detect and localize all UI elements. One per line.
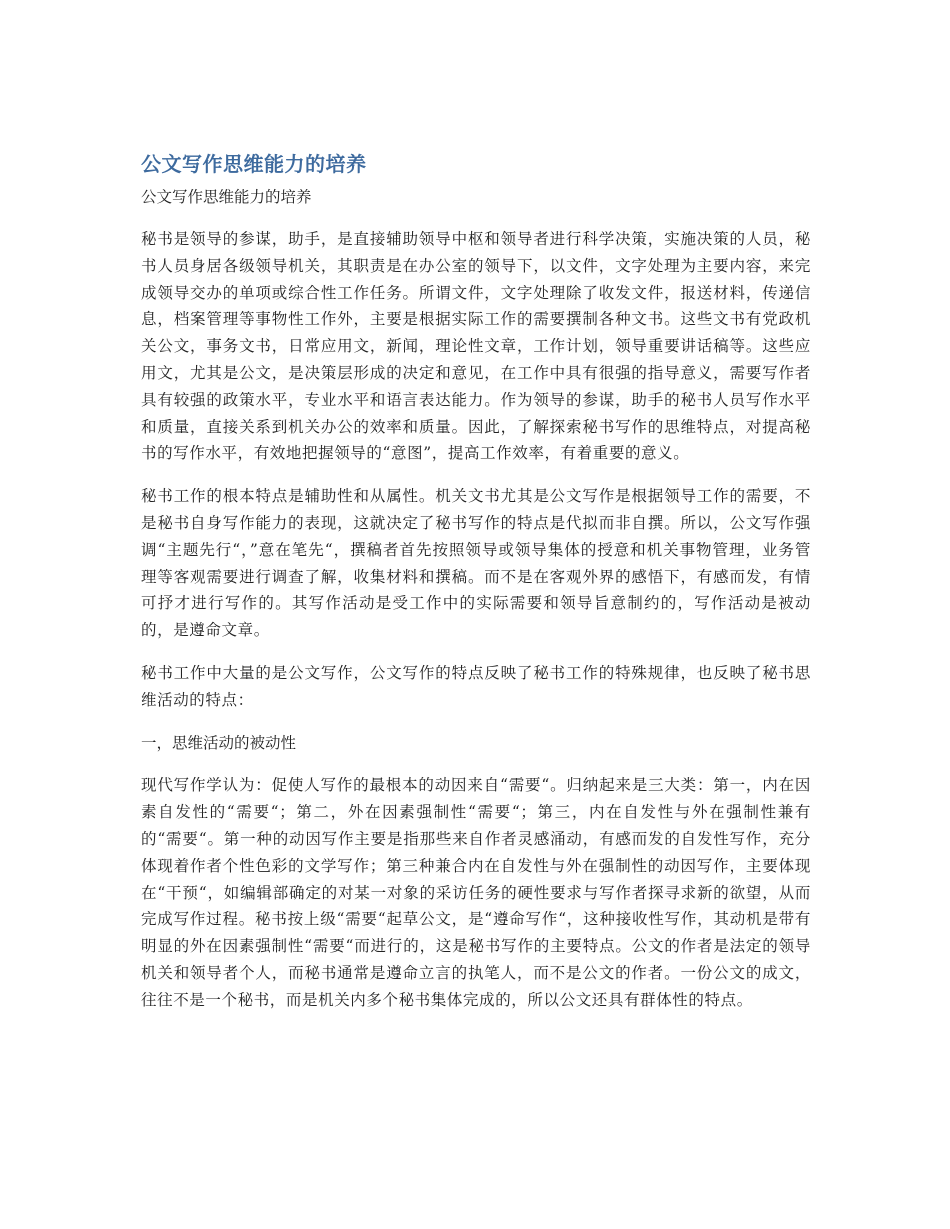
body-paragraph-3: 秘书工作中大量的是公文写作，公文写作的特点反映了秘书工作的特殊规律，也反映了秘书思维活动的特点： — [141, 663, 811, 709]
section-heading: 一，思维活动的被动性 — [141, 733, 297, 752]
document-subtitle: 公文写作思维能力的培养 — [141, 188, 312, 206]
document-title: 公文写作思维能力的培养 — [141, 152, 367, 176]
body-paragraph-1: 秘书是领导的参谋，助手，是直接辅助领导中枢和领导者进行科学决策，实施决策的人员，秘书人员身居各级领导机关，其职责是在办公室的领导下，以文件，文字处理为主要内容，来完成领导交办的单项或综合性工作任务。所谓文件，文字处理除了收发文件，报送材料，传递信息，档案管理等事物性工作外，主要是根据实际工作的需要撰制各种文书。这些文书有党政机关公文，事务文书，日常应用文，新闻，理论性文章，工作计划，领导重要讲话稿等。这些应用文，尤其是公文，是决策层形成的决定和意见，在工作中具有很强的指导意义，需要写作者具有较强的政策水平，专业水平和语言表达能力。作为领导的参谋，助手的秘书人员写作水平和质量，直接关系到机关办公的效率和质量。因此，了解探索秘书写作的思维特点，对提高秘书的写作水平，有效地把握领导的“意图”，提高工作效率，有着重要的意义。 — [141, 230, 811, 463]
body-paragraph-2: 秘书工作的根本特点是辅助性和从属性。机关文书尤其是公文写作是根据领导工作的需要，不是秘书自身写作能力的表现，这就决定了秘书写作的特点是代拟而非自撰。所以，公文写作强调“主题先行“，”意在笔先“，撰稿者首先按照领导或领导集体的授意和机关事物管理，业务管理等客观需要进行调查了解，收集材料和撰稿。而不是在客观外界的感悟下，有感而发，有情可抒才进行写作的。其写作活动是受工作中的实际需要和领导旨意制约的，写作活动是被动的，是遵命文章。 — [141, 487, 811, 640]
section-paragraph: 现代写作学认为：促使人写作的最根本的动因来自“需要“。归纳起来是三大类：第一，内在因素自发性的“需要“；第二，外在因素强制性“需要“；第三，内在自发性与外在强制性兼有的“需要“。第一种的动因写作主要是指那些来自作者灵感涌动，有感而发的自发性写作，充分体现着作者个性色彩的文学写作；第三种兼合内在自发性与外在强制性的动因写作，主要体现在“干预“，如编辑部确定的对某一对象的采访任务的硬性要求与写作者探寻求新的欲望，从而完成写作过程。秘书按上级“需要“起草公文，是“遵命写作“，这种接收性写作，其动机是带有明显的外在因素强制性“需要“而进行的，这是秘书写作的主要特点。公文的作者是法定的领导机关和领导者个人，而秘书通常是遵命立言的执笔人，而不是公文的作者。一份公文的成文，往往不是一个秘书，而是机关内多个秘书集体完成的，所以公文还具有群体性的特点。 — [141, 776, 811, 1009]
document-page — [141, 150, 811, 1030]
